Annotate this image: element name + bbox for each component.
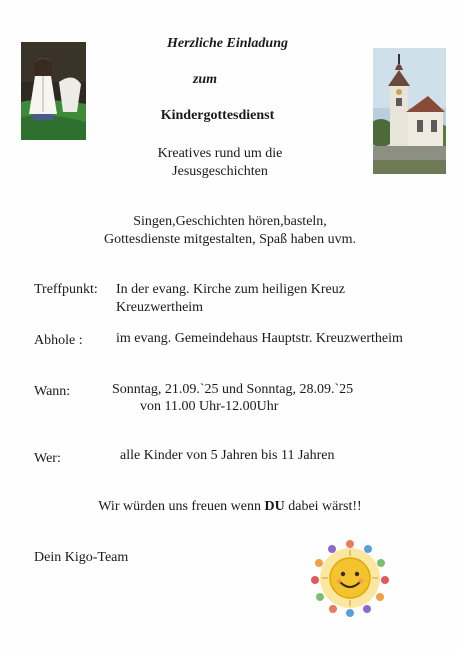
invitation-subtitle-zum: zum <box>192 72 218 87</box>
who-value: alle Kinder von 5 Jahren bis 11 Jahren <box>120 448 335 463</box>
sun-icon <box>308 536 392 620</box>
invitation-title: Herzliche Einladung <box>167 36 288 51</box>
meeting-label: Treffpunkt: <box>34 282 98 297</box>
sun-children-illustration <box>308 536 392 620</box>
closing-suffix: dabei wärst!! <box>284 499 362 514</box>
figure-photo-illustration <box>21 42 86 140</box>
when-label: Wann: <box>34 384 71 399</box>
closing-emphasis: DU <box>264 499 285 514</box>
closing-prefix: Wir würden uns freuen wenn <box>98 499 265 514</box>
meeting-value-line-1: In der evang. Kirche zum heiligen Kreuz <box>116 282 345 297</box>
closing-sentence <box>60 499 400 515</box>
who-label: Wer: <box>34 451 61 466</box>
pickup-label: Abhole : <box>34 333 83 348</box>
when-value-line-1: Sonntag, 21.09.`25 und Sonntag, 28.09.`25 <box>112 382 354 397</box>
activities-line-2: Gottesdienste mitgestalten, Spaß haben uvm. <box>104 232 356 247</box>
intro-line-2: Jesusgeschichten <box>172 164 268 179</box>
pickup-value: im evang. Gemeindehaus Hauptstr. Kreuzwertheim <box>116 331 403 346</box>
figure-photo <box>21 42 86 140</box>
church-photo-illustration <box>373 48 446 174</box>
event-name: Kindergottesdienst <box>160 108 275 123</box>
church-photo <box>373 48 446 174</box>
signature: Dein Kigo-Team <box>34 550 129 565</box>
activities-line-1: Singen,Geschichten hören,basteln, <box>133 214 327 229</box>
meeting-value-line-2: Kreuzwertheim <box>116 300 204 315</box>
when-value-line-2: von 11.00 Uhr-12.00Uhr <box>140 399 279 414</box>
intro-line-1: Kreatives rund um die <box>157 146 283 161</box>
